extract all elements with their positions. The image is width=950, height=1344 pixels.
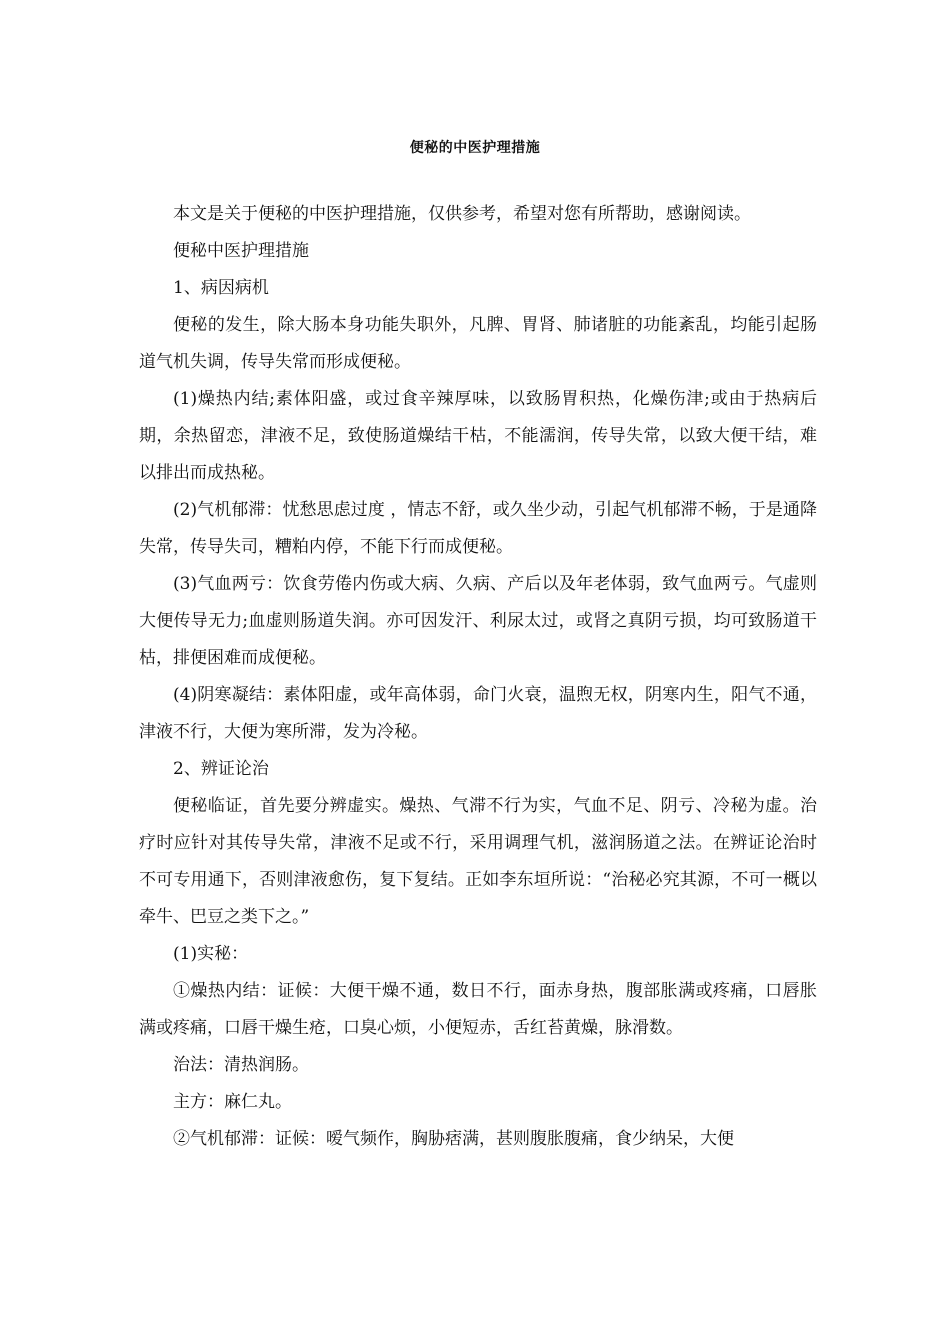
paragraph: (3)气血两亏：饮食劳倦内伤或大病、久病、产后以及年老体弱，致气血两亏。气虚则大便传导无力;血虚则肠道失润。亦可因发汗、利尿太过，或肾之真阴亏损，均可致肠道干枯，排便困难而成便秘。: [139, 574, 817, 668]
paragraph: (1)实秘：: [173, 944, 249, 964]
paragraph: ①燥热内结：证候：大便干燥不通，数日不行，面赤身热，腹部胀满或疼痛，口唇胀满或疼痛，口唇干燥生疮，口臭心烦，小便短赤，舌红苔黄燥，脉滑数。: [139, 981, 817, 1038]
paragraph: (1)燥热内结;素体阳盛，或过食辛辣厚味，以致肠胃积热，化燥伤津;或由于热病后期，余热留恋，津液不足，致使肠道燥结干枯，不能濡润，传导失常，以致大便干结，难以排出而成热秘。: [139, 389, 817, 483]
paragraph: 主方：麻仁丸。: [173, 1092, 292, 1112]
paragraph: (2)气机郁滞：忧愁思虑过度 ，情志不舒，或久坐少动，引起气机郁滞不畅，于是通降失常，传导失司，糟粕内停，不能下行而成便秘。: [139, 500, 817, 557]
document-body: [139, 196, 817, 1158]
paragraph: (4)阴寒凝结：素体阳虚，或年高体弱，命门火衰，温煦无权，阴寒内生，阳气不通，津液不行，大便为寒所滞，发为冷秘。: [139, 685, 817, 742]
paragraph: 便秘的发生，除大肠本身功能失职外，凡脾、胃肾、肺诸脏的功能紊乱，均能引起肠道气机失调，传导失常而形成便秘。: [139, 315, 817, 372]
document-title: 便秘的中医护理措施: [409, 140, 541, 156]
paragraph-intro: 本文是关于便秘的中医护理措施，仅供参考，希望对您有所帮助，感谢阅读。: [173, 204, 751, 224]
paragraph: ②气机郁滞：证候：嗳气频作，胸胁痞满，甚则腹胀腹痛，食少纳呆，大便: [173, 1129, 734, 1149]
subsection-heading: 2、辨证论治: [173, 759, 269, 779]
subsection-heading: 1、病因病机: [173, 278, 269, 298]
paragraph: 治法：清热润肠。: [173, 1055, 309, 1075]
section-heading: 便秘中医护理措施: [173, 241, 309, 261]
paragraph: 便秘临证，首先要分辨虚实。燥热、气滞不行为实，气血不足、阴亏、冷秘为虚。治疗时应针对其传导失常，津液不足或不行，采用调理气机，滋润肠道之法。在辨证论治时不可专用通下，否则津液愈伤，复下复结。正如李东垣所说：“治秘必究其源，不可一概以牵牛、巴豆之类下之。”: [139, 796, 817, 927]
